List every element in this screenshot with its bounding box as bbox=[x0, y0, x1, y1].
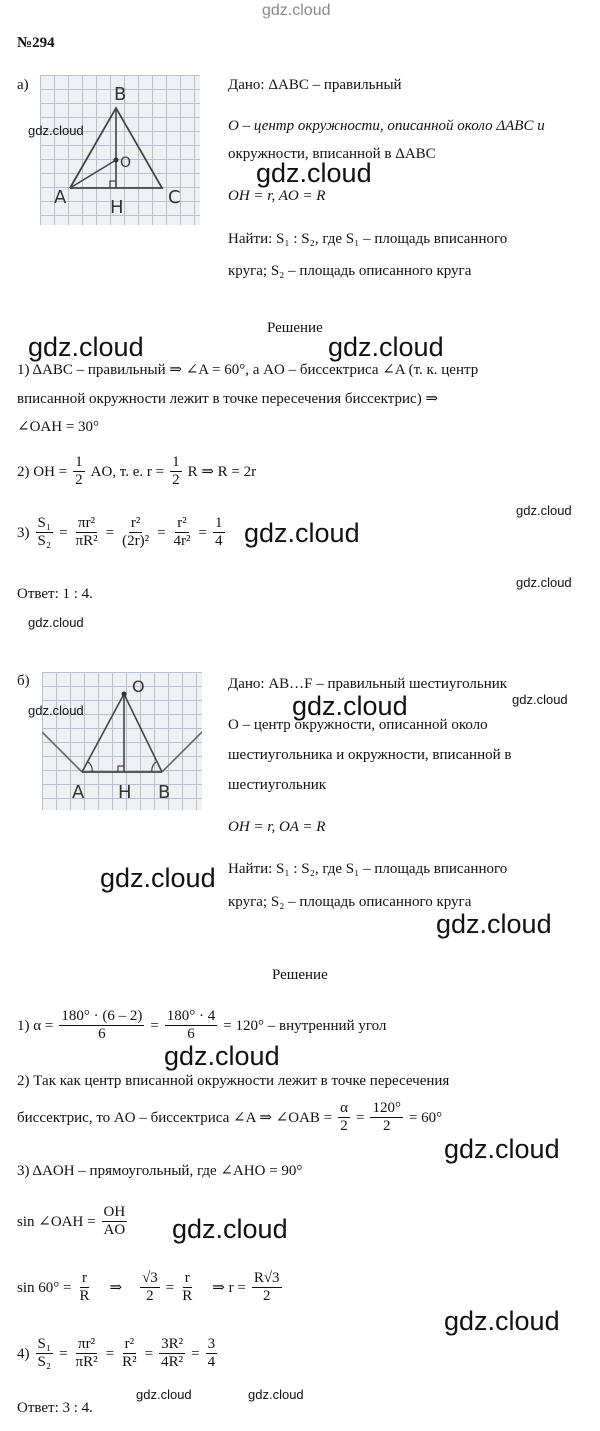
b-given-3: шестиугольника и окружности, вписанной в bbox=[228, 747, 512, 763]
a-find-2: круга; S₂ – площадь описанного круга bbox=[228, 263, 472, 279]
fig-label-a: A bbox=[54, 187, 67, 208]
watermark: gdz.cloud bbox=[516, 575, 572, 590]
b-step2-line2: биссектрис, то AO – биссектриса ∠A ⇒ ∠OAB = $\frac{\alpha}{2}$ = $\frac{120^\circ}{2}$ = 60° bbox=[17, 1100, 443, 1134]
segment-ob bbox=[124, 694, 162, 772]
watermark: gdz.cloud bbox=[256, 158, 372, 188]
segment-oa bbox=[82, 694, 124, 772]
watermark: gdz.cloud bbox=[516, 503, 572, 518]
fig-label-o: O bbox=[132, 677, 145, 696]
angle-mark-b bbox=[152, 762, 156, 772]
angle-mark-a bbox=[88, 762, 92, 772]
a-step2: 2) OH = $\frac{1}{2}$ AO, т. е. r = $\frac{1}{2}$ R ⇒ R = 2r bbox=[17, 454, 257, 488]
triangle-figure bbox=[40, 75, 200, 225]
b-step4: 4) $\frac{\text{S₁}}{\text{S₂}}$ = $\frac{\text{πr²}}{\text{πR²}}$ = $\frac{\text{r²}}{\text{R²}}$ = $\frac{\text{3R²}}{\text{4R²}}$ = $\frac{3}{4}$ bbox=[17, 1336, 216, 1370]
watermark: gdz.cloud bbox=[172, 1214, 288, 1244]
a-step1-line2: вписанной окружности лежит в точке пересечения биссектрис) ⇒ bbox=[17, 391, 439, 407]
b-answer: Ответ: 3 : 4. bbox=[17, 1400, 93, 1416]
watermark: gdz.cloud bbox=[436, 909, 552, 939]
watermark: gdz.cloud bbox=[244, 518, 360, 548]
watermark: gdz.cloud bbox=[444, 1306, 560, 1336]
a-step3: 3) $\frac{\text{S₁}}{\text{S₂}}$ = $\frac{\text{πr²}}{\text{πR²}}$ = $\frac{\text{r²}}{\text{(2r)²}}$ = $\frac{\text{r²}}{\text{4r²}}$ = $\frac{1}{4}$ bbox=[17, 515, 223, 549]
fig-label-a: A bbox=[72, 782, 85, 803]
a-given-3: окружности, вписанной в ΔABC bbox=[228, 146, 436, 162]
fig-label-o: O bbox=[120, 155, 132, 171]
fig-label-c: C bbox=[168, 187, 181, 208]
watermark: gdz.cloud bbox=[136, 1387, 192, 1402]
point-o bbox=[122, 692, 127, 697]
a-given-4: OH = r, AO = R bbox=[228, 188, 326, 204]
b-solution-title: Решение bbox=[272, 967, 328, 983]
fig-label-h: H bbox=[118, 782, 132, 803]
watermark: gdz.cloud bbox=[444, 1134, 560, 1164]
b-sin-oah: sin ∠OAH = $\frac{OH}{AO}$ bbox=[17, 1204, 126, 1238]
b-given-5: OH = r, OA = R bbox=[228, 819, 326, 835]
hexagon-figure bbox=[42, 672, 202, 810]
watermark: gdz.cloud bbox=[28, 123, 84, 138]
b-find-2: круга; S₂ – площадь описанного круга bbox=[228, 894, 472, 910]
watermark: gdz.cloud bbox=[248, 1387, 304, 1402]
part-a-label: а) bbox=[17, 77, 29, 93]
a-solution-title: Решение bbox=[267, 320, 323, 336]
a-given-2: O – центр окружности, описанной около ΔABC и bbox=[228, 118, 545, 134]
b-step1: 1) α = $\frac{180^\circ \cdot (6 - 2)}{6}$ = $\frac{180^\circ \cdot 4}{6}$ = 120° – внутренний угол bbox=[17, 1008, 387, 1042]
fig-label-b: B bbox=[158, 782, 171, 803]
b-given-2: O – центр окружности, описанной около bbox=[228, 717, 488, 733]
fig-label-b: B bbox=[114, 84, 127, 105]
watermark: gdz.cloud bbox=[28, 615, 84, 630]
watermark: gdz.cloud bbox=[28, 332, 144, 362]
b-step2-line1: 2) Так как центр вписанной окружности лежит в точке пересечения bbox=[17, 1073, 450, 1089]
b-given-4: шестиугольник bbox=[228, 777, 327, 793]
watermark: gdz.cloud bbox=[328, 332, 444, 362]
problem-number: №294 bbox=[17, 35, 55, 51]
segment-ao bbox=[70, 160, 116, 188]
fig-label-h: H bbox=[110, 197, 124, 218]
a-find-1: Найти: S₁ : S₂, где S₁ – площадь вписанного bbox=[228, 231, 508, 247]
b-find-1: Найти: S₁ : S₂, где S₁ – площадь вписанного bbox=[228, 861, 508, 877]
b-step3: 3) ΔAOH – прямоугольный, где ∠AHO = 90° bbox=[17, 1163, 303, 1179]
hex-side-left bbox=[42, 732, 82, 772]
watermark-top: gdz.cloud bbox=[262, 2, 331, 19]
a-step1-line3: ∠OAH = 30° bbox=[17, 419, 100, 435]
hex-side-right bbox=[162, 732, 202, 772]
watermark: gdz.cloud bbox=[512, 692, 568, 707]
b-sin60: sin 60° = $\frac{r}{R}$ ⇒ $\frac{√3}{2}$ = $\frac{r}{R}$ ⇒ r = $\frac{R√3}{2}$ bbox=[17, 1270, 280, 1304]
a-given-1: Дано: ΔABC – правильный bbox=[228, 77, 402, 93]
watermark: gdz.cloud bbox=[164, 1041, 280, 1071]
watermark: gdz.cloud bbox=[100, 863, 216, 893]
a-answer: Ответ: 1 : 4. bbox=[17, 586, 93, 602]
b-given-1: Дано: AB…F – правильный шестиугольник bbox=[228, 676, 508, 692]
a-step1-line1: 1) ΔABC – правильный ⇒ ∠A = 60°, а AO – биссектриса ∠A (т. к. центр bbox=[17, 362, 479, 378]
watermark: gdz.cloud bbox=[292, 691, 408, 721]
watermark: gdz.cloud bbox=[28, 703, 84, 718]
right-angle-mark bbox=[118, 766, 124, 772]
part-b-label: б) bbox=[17, 673, 30, 689]
point-o bbox=[114, 158, 119, 163]
right-angle-mark bbox=[110, 181, 116, 188]
